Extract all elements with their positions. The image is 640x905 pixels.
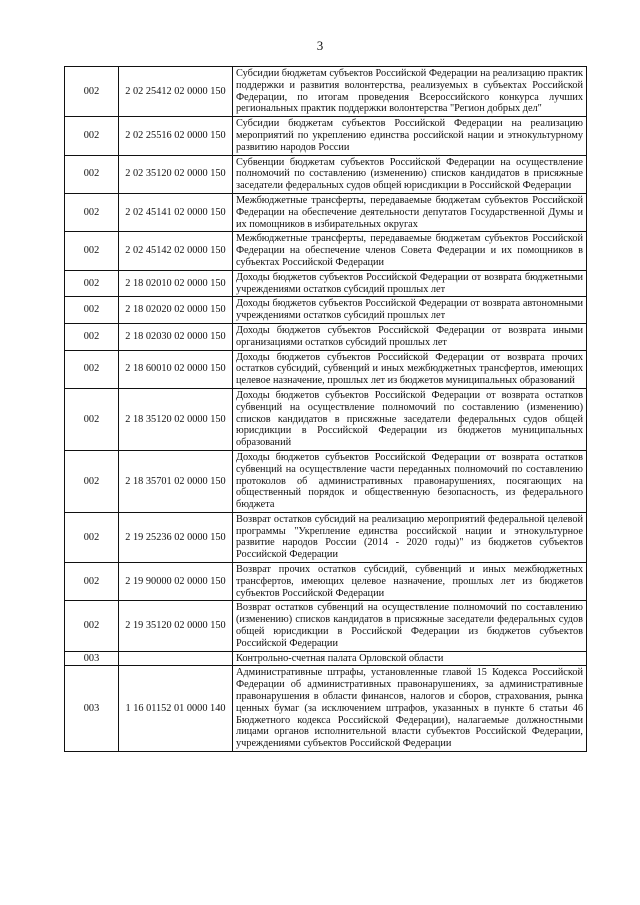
page-number: 3 [316,38,324,53]
description-cell: Межбюджетные трансферты, передаваемые бюджетам субъектов Российской Федерации на обеспечение деятельности депутатов Государственной Думы и их помощников в избирательных округах [233,193,587,231]
budget-code-cell: 2 18 35701 02 0000 150 [119,450,233,512]
table-row [65,193,587,231]
admin-code-cell: 002 [65,601,119,651]
table-row [65,450,587,512]
admin-code-cell: 002 [65,232,119,270]
description-cell: Административные штрафы, установленные главой 15 Кодекса Российской Федерации об административных правонарушениях, за административные правонарушения в области финансов, налогов и сборов, страхования, рынка ценных бумаг (за исключением штрафов, указанных в пункте 6 статьи 46 Бюджетного кодекса Российской Федерации), налагаемые должностными лицами органов исполнительной власти субъектов Российской Федерации, учреждениями субъектов Российской Федерации [233,666,587,752]
admin-code-cell: 002 [65,450,119,512]
admin-code-cell: 003 [65,651,119,666]
table-row [65,388,587,450]
admin-code-cell: 002 [65,388,119,450]
description-cell: Доходы бюджетов субъектов Российской Федерации от возврата бюджетными учреждениями остатков субсидий прошлых лет [233,270,587,297]
budget-code-cell: 1 16 01152 01 0000 140 [119,666,233,752]
description-cell: Субсидии бюджетам субъектов Российской Федерации на реализацию практик поддержки и развития волонтерства, реализуемых в субъектах Российской Федерации, по итогам проведения Всероссийского конкурса лучших региональных практик поддержки волонтерства "Регион добрых дел" [233,67,587,117]
description-cell: Межбюджетные трансферты, передаваемые бюджетам субъектов Российской Федерации на обеспечение членов Совета Федерации и их помощников в субъектах Российской Федерации [233,232,587,270]
admin-code-cell: 002 [65,563,119,601]
admin-code-cell: 003 [65,666,119,752]
description-cell: Возврат прочих остатков субсидий, субвенций и иных межбюджетных трансфертов, имеющих целевое назначение, прошлых лет из бюджетов субъектов Российской Федерации [233,563,587,601]
admin-code-cell: 002 [65,350,119,388]
description-cell: Доходы бюджетов субъектов Российской Федерации от возврата остатков субвенций на осуществление полномочий по составлению (изменению) списков кандидатов в присяжные заседатели федеральных судов общей юрисдикции в Российской Федерации из бюджетов муниципальных образований [233,388,587,450]
admin-code-cell: 002 [65,323,119,350]
table-row [65,270,587,297]
admin-code-cell: 002 [65,67,119,117]
table-row [65,117,587,155]
admin-code-cell: 002 [65,193,119,231]
table-row [65,666,587,752]
table-row [65,651,587,666]
admin-code-cell: 002 [65,297,119,324]
budget-code-cell: 2 19 25236 02 0000 150 [119,512,233,562]
admin-code-cell: 002 [65,155,119,193]
description-cell: Доходы бюджетов субъектов Российской Федерации от возврата иными организациями остатков субсидий прошлых лет [233,323,587,350]
description-cell: Субсидии бюджетам субъектов Российской Федерации на реализацию мероприятий по укреплению единства российской нации и этнокультурному развитию народов России [233,117,587,155]
admin-code-cell: 002 [65,117,119,155]
table-body [65,67,587,752]
budget-code-cell: 2 02 45142 02 0000 150 [119,232,233,270]
budget-code-cell: 2 02 45141 02 0000 150 [119,193,233,231]
admin-code-cell: 002 [65,512,119,562]
table-row [65,563,587,601]
budget-code-cell: 2 19 35120 02 0000 150 [119,601,233,651]
admin-code-cell: 002 [65,270,119,297]
description-cell: Субвенции бюджетам субъектов Российской Федерации на осуществление полномочий по составлению (изменению) списков кандидатов в присяжные заседатели федеральных судов общей юрисдикции в Российской Федерации [233,155,587,193]
budget-code-cell: 2 02 25412 02 0000 150 [119,67,233,117]
description-cell: Доходы бюджетов субъектов Российской Федерации от возврата прочих остатков субсидий, субвенций и иных межбюджетных трансфертов, имеющих целевое назначение, прошлых лет из бюджетов муниципальных образований [233,350,587,388]
table-row [65,350,587,388]
description-cell: Доходы бюджетов субъектов Российской Федерации от возврата остатков субвенций на осуществление части переданных полномочий по составлению протоколов об административных правонарушениях, посягающих на общественный порядок и общественную безопасность, из федерального бюджета [233,450,587,512]
description-cell: Возврат остатков субвенций на осуществление полномочий по составлению (изменению) списков кандидатов в присяжные заседатели федеральных судов общей юрисдикции в Российской Федерации из бюджетов субъектов Российской Федерации [233,601,587,651]
table-row [65,297,587,324]
budget-code-cell: 2 18 02010 02 0000 150 [119,270,233,297]
budget-code-cell: 2 18 60010 02 0000 150 [119,350,233,388]
table-row [65,232,587,270]
budget-code-cell [119,651,233,666]
table-row [65,67,587,117]
description-cell: Контрольно-счетная палата Орловской области [233,651,587,666]
budget-code-cell: 2 02 25516 02 0000 150 [119,117,233,155]
revenue-codes-table [64,66,587,752]
table-row [65,323,587,350]
budget-code-cell: 2 18 02030 02 0000 150 [119,323,233,350]
table-row [65,155,587,193]
description-cell: Доходы бюджетов субъектов Российской Федерации от возврата автономными учреждениями остатков субсидий прошлых лет [233,297,587,324]
budget-code-cell: 2 19 90000 02 0000 150 [119,563,233,601]
budget-code-cell: 2 18 02020 02 0000 150 [119,297,233,324]
budget-code-cell: 2 02 35120 02 0000 150 [119,155,233,193]
table-row [65,601,587,651]
budget-code-cell: 2 18 35120 02 0000 150 [119,388,233,450]
description-cell: Возврат остатков субсидий на реализацию мероприятий федеральной целевой программы "Укрепление единства российской нации и этнокультурное развитие народов России (2014 - 2020 годы)" из бюджетов субъектов Российской Федерации [233,512,587,562]
table-row [65,512,587,562]
